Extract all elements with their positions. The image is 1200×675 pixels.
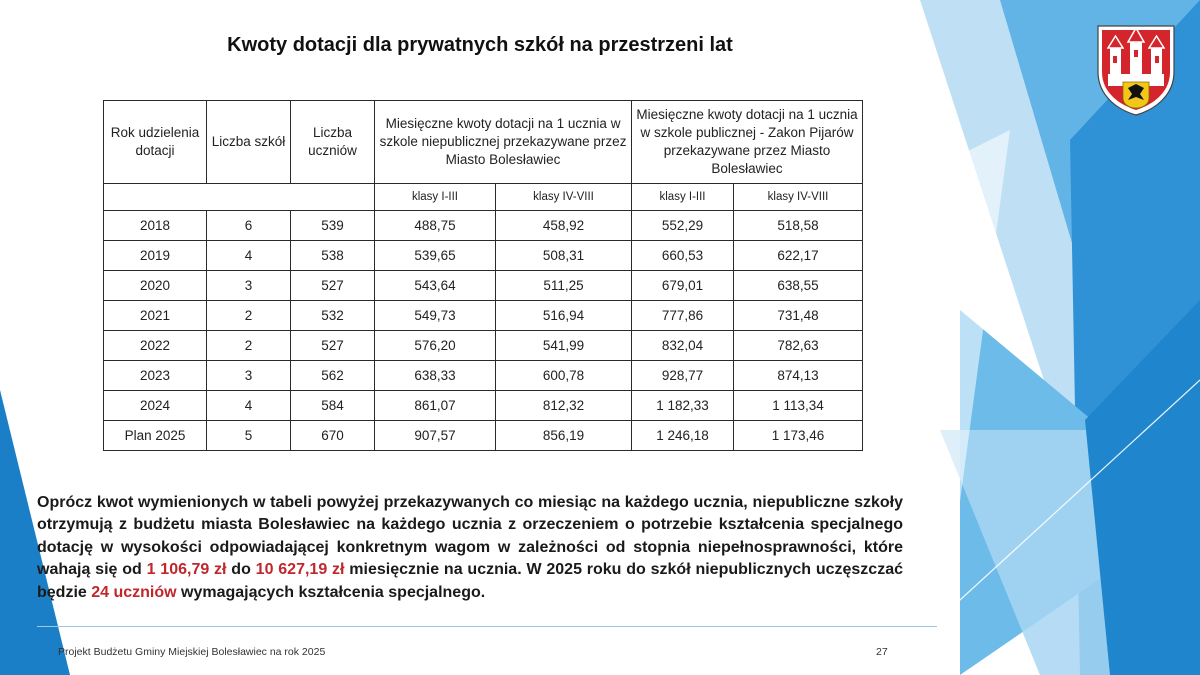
cell-private-grades-1-3: 488,75 [375,211,496,241]
cell-private-grades-4-8: 508,31 [496,241,632,271]
paragraph-text: wymagających kształcenia specjalnego. [176,583,486,601]
cell-private-grades-1-3: 539,65 [375,241,496,271]
table-subheader-row [104,184,863,211]
page-title: Kwoty dotacji dla prywatnych szkół na przestrzeni lat [227,34,733,56]
table-header-row [104,101,863,184]
special-education-paragraph [37,492,903,604]
table-row [104,361,863,391]
header-students: Liczba uczniów [291,101,375,184]
bolesławiec-coat-of-arms-icon [1092,20,1180,116]
cell-year: 2019 [104,241,207,271]
cell-students: 584 [291,391,375,421]
table-row [104,331,863,361]
cell-private-grades-4-8: 812,32 [496,391,632,421]
cell-public-grades-4-8: 1 113,34 [734,391,863,421]
header-schools: Liczba szkół [207,101,291,184]
cell-schools: 5 [207,421,291,451]
cell-private-grades-4-8: 458,92 [496,211,632,241]
cell-schools: 2 [207,301,291,331]
cell-public-grades-4-8: 874,13 [734,361,863,391]
paragraph-text: do [226,561,256,579]
cell-private-grades-4-8: 541,99 [496,331,632,361]
cell-students: 527 [291,331,375,361]
students-count-highlight: 24 uczniów [91,583,177,601]
cell-public-grades-4-8: 638,55 [734,271,863,301]
table-row [104,271,863,301]
cell-public-grades-1-3: 928,77 [632,361,734,391]
cell-public-grades-4-8: 731,48 [734,301,863,331]
header-private-school-group: Miesięczne kwoty dotacji na 1 ucznia w szkole niepublicznej przekazywane przez Miasto Bolesławiec [375,101,632,184]
cell-private-grades-4-8: 511,25 [496,271,632,301]
cell-students: 562 [291,361,375,391]
cell-private-grades-4-8: 516,94 [496,301,632,331]
subheader-public-grades-4-8: klasy IV-VIII [734,184,863,211]
grant-amounts-table [103,100,863,451]
header-year: Rok udzielenia dotacji [104,101,207,184]
cell-public-grades-1-3: 660,53 [632,241,734,271]
table-row [104,391,863,421]
cell-private-grades-1-3: 861,07 [375,391,496,421]
cell-private-grades-4-8: 856,19 [496,421,632,451]
cell-schools: 4 [207,241,291,271]
cell-schools: 3 [207,271,291,301]
footer-title: Projekt Budżetu Gminy Miejskiej Bolesławiec na rok 2025 [58,646,326,658]
cell-public-grades-1-3: 777,86 [632,301,734,331]
cell-students: 527 [291,271,375,301]
cell-public-grades-4-8: 782,63 [734,331,863,361]
table-row [104,241,863,271]
cell-private-grades-1-3: 549,73 [375,301,496,331]
cell-schools: 2 [207,331,291,361]
table-row [104,421,863,451]
cell-year: 2018 [104,211,207,241]
cell-schools: 4 [207,391,291,421]
footer-divider [37,626,937,627]
cell-year: 2023 [104,361,207,391]
paragraph-text: miesięcznie na ucznia. W 2025 roku do szkół niepublicznych uczęszczać będzie [37,561,904,601]
cell-year: 2022 [104,331,207,361]
cell-schools: 6 [207,211,291,241]
cell-year: 2021 [104,301,207,331]
table-row [104,211,863,241]
cell-public-grades-1-3: 1 246,18 [632,421,734,451]
table-body [104,211,863,451]
subheader-private-grades-4-8: klasy IV-VIII [496,184,632,211]
cell-students: 539 [291,211,375,241]
cell-private-grades-1-3: 638,33 [375,361,496,391]
cell-year: 2020 [104,271,207,301]
cell-public-grades-4-8: 518,58 [734,211,863,241]
cell-year: 2024 [104,391,207,421]
cell-year: Plan 2025 [104,421,207,451]
table-row [104,301,863,331]
header-public-school-group: Miesięczne kwoty dotacji na 1 ucznia w szkole publicznej - Zakon Pijarów przekazywane przez Miasto Bolesławiec [632,101,863,184]
cell-students: 538 [291,241,375,271]
cell-private-grades-4-8: 600,78 [496,361,632,391]
cell-schools: 3 [207,361,291,391]
subheader-public-grades-1-3: klasy I-III [632,184,734,211]
cell-public-grades-4-8: 622,17 [734,241,863,271]
cell-public-grades-1-3: 679,01 [632,271,734,301]
amount-min-highlight: 1 106,79 zł [146,561,227,579]
cell-public-grades-1-3: 1 182,33 [632,391,734,421]
amount-max-highlight: 10 627,19 zł [255,561,345,579]
cell-private-grades-1-3: 576,20 [375,331,496,361]
page-number: 27 [876,646,888,658]
cell-students: 532 [291,301,375,331]
paragraph-text: Oprócz kwot wymienionych w tabeli powyżej przekazywanych co miesiąc na każdego ucznia, niepubliczne szkoły otrzymują z budżetu miasta Bolesławiec na każdego ucznia z orzeczeniem o potrzebie kształcenia specjalnego dotację w wysokości odpowiadającej konkretnym wagom w zależności od stopnia niepełnosprawności, które wahają się od [37,494,903,579]
cell-public-grades-1-3: 832,04 [632,331,734,361]
cell-private-grades-1-3: 543,64 [375,271,496,301]
cell-students: 670 [291,421,375,451]
cell-public-grades-1-3: 552,29 [632,211,734,241]
subheader-empty [104,184,375,211]
cell-private-grades-1-3: 907,57 [375,421,496,451]
cell-public-grades-4-8: 1 173,46 [734,421,863,451]
subheader-private-grades-1-3: klasy I-III [375,184,496,211]
